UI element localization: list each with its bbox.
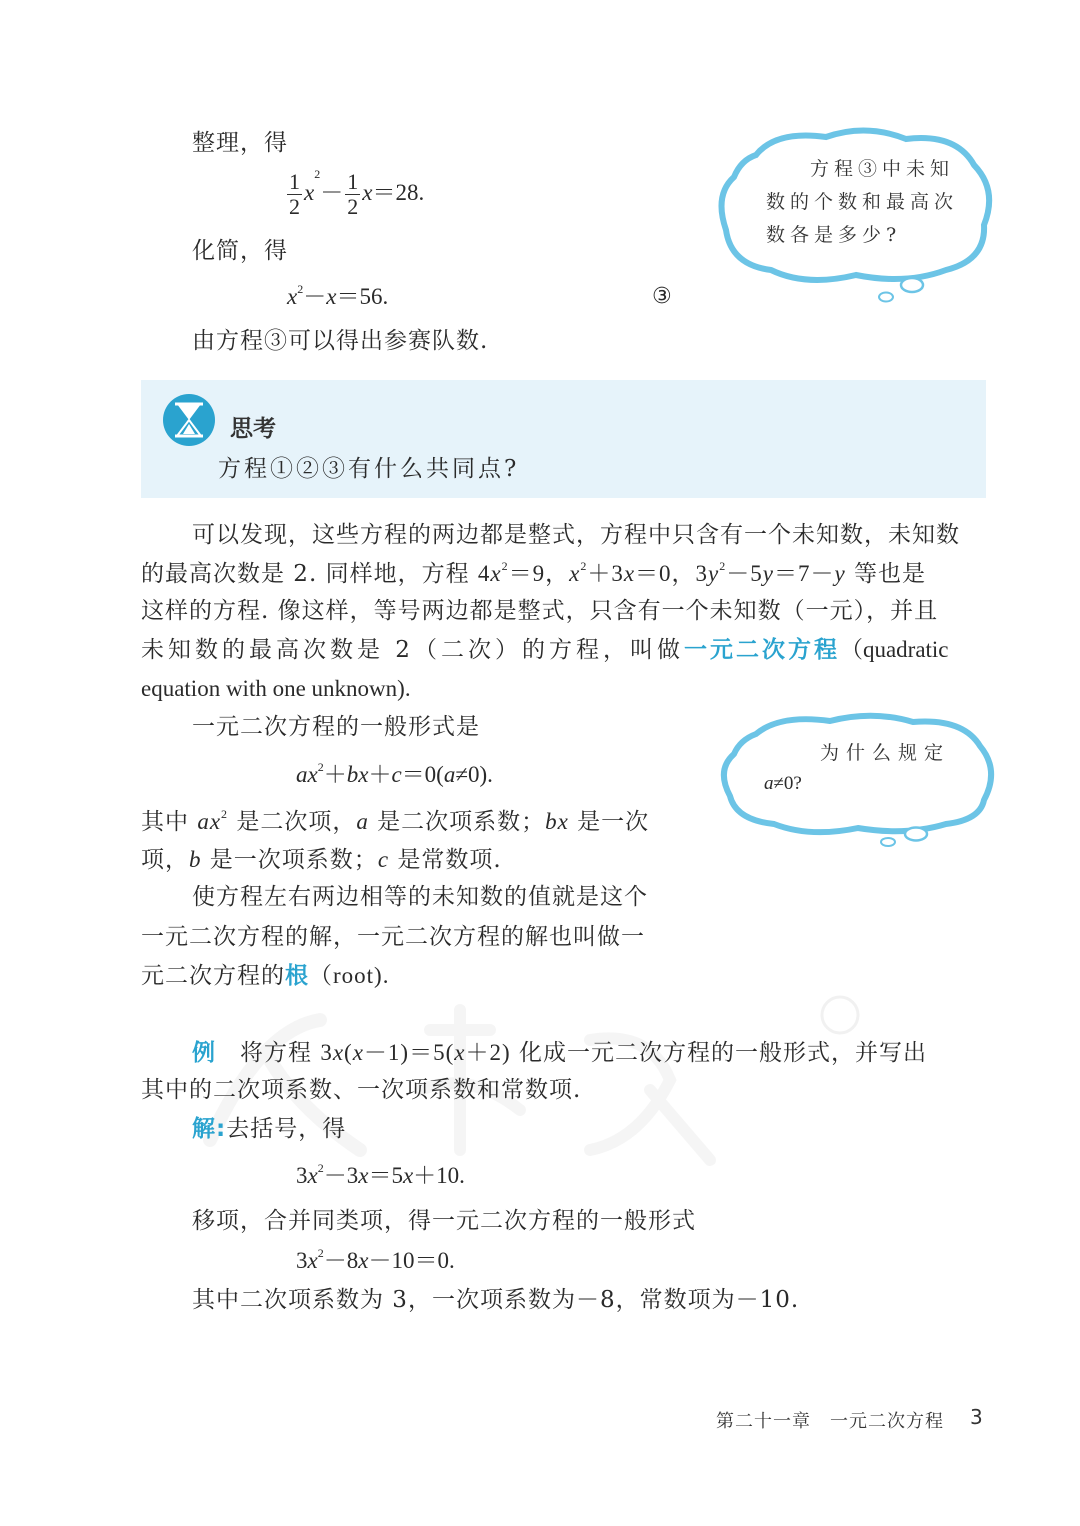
general-form-line-5: 元二次方程的根（root). xyxy=(141,963,390,989)
think-box xyxy=(141,380,986,498)
hourglass-icon xyxy=(163,394,215,446)
def-line-2: 的最高次数是 2. 同样地，方程 $4x^2=9$，$x^2+3x=0$，$3y^2-5y=7-y$ 等也是 xyxy=(141,559,927,587)
arrange-label: 整理，得 xyxy=(192,130,288,156)
cloud-bubble-icon xyxy=(718,712,998,852)
bubble1-line2: 数的个数和最高次 xyxy=(766,191,959,213)
def-line-4: 未知数的最高次数是 2（二次）的方程，叫做一元二次方程（quadratic xyxy=(141,637,949,663)
def-line-1: 可以发现，这些方程的两边都是整式，方程中只含有一个未知数，未知数 xyxy=(192,522,960,548)
example-line-1: 例 将方程 3x(x－1)＝5(x＋2) 化成一元二次方程的一般形式，并写出 xyxy=(192,1040,927,1066)
example-line-2: 其中的二次项系数、一次项系数和常数项. xyxy=(141,1077,582,1103)
general-form-intro: 一元二次方程的一般形式是 xyxy=(192,714,480,740)
solution-label: 解: xyxy=(192,1116,227,1142)
term-root: 根 xyxy=(285,963,309,989)
example-eq-2: $x^2+3x=0$ xyxy=(569,559,672,586)
think-question: 方程①②③有什么共同点? xyxy=(218,456,520,482)
general-form-line-3: 使方程左右两边相等的未知数的值就是这个 xyxy=(192,884,648,910)
general-form-line-1: 其中 $ax^2$ 是二次项，a 是二次项系数；bx 是一次 xyxy=(141,807,650,835)
def-line-5: equation with one unknown). xyxy=(141,676,411,701)
example-label: 例 xyxy=(192,1040,216,1066)
example-eq-1: $4x^2=9$ xyxy=(477,559,546,586)
solution-eq-2: $3x^2-8x-10=0$. xyxy=(296,1246,455,1273)
bubble2-line1: 为什么规定 xyxy=(820,742,951,764)
fraction-half: $\frac{1}{2}$ xyxy=(347,169,359,219)
def-line-3: 这样的方程. 像这样，等号两边都是整式，只含有一个未知数（一元），并且 xyxy=(141,598,939,624)
equation-halves: $\frac{1}{2}$ $x^2-$ $\frac{1}{2}$ x＝28. xyxy=(289,167,425,219)
bubble1-line1: 方程③中未知 xyxy=(810,158,955,180)
solution-eq-1: $3x^2-3x=5x+10$. xyxy=(296,1161,465,1188)
general-form-formula: $ax^2+bx+c=0(a\ne 0)$. xyxy=(296,760,493,787)
equation-3: $x^2-x=56$. xyxy=(287,282,389,309)
bubble2-line2: a≠0? xyxy=(764,773,802,794)
fraction-half: $\frac{1}{2}$ xyxy=(289,169,300,219)
think-title: 思考 xyxy=(230,416,276,442)
term-quadratic-equation: 一元二次方程 xyxy=(683,637,840,663)
solution-step-2: 移项，合并同类项，得一元二次方程的一般形式 xyxy=(192,1208,696,1234)
chapter-title: 第二十一章 一元二次方程 xyxy=(716,1411,944,1432)
thought-bubble-2 xyxy=(718,712,998,852)
general-form-line-4: 一元二次方程的解，一元二次方程的解也叫做一 xyxy=(141,924,645,950)
example-eq-3: $3y^2-5y=7-y$ xyxy=(695,559,846,586)
page-number: 3 xyxy=(970,1405,983,1429)
simplify-label: 化简，得 xyxy=(192,238,288,264)
conclusion-text: 由方程③可以得出参赛队数. xyxy=(192,328,489,354)
solution-line-1: 解:去括号，得 xyxy=(192,1116,347,1142)
equation-3-marker: ③ xyxy=(652,284,672,309)
general-form-line-2: 项，b 是一次项系数；c 是常数项. xyxy=(141,847,502,873)
thought-bubble-1 xyxy=(716,125,996,310)
solution-result: 其中二次项系数为 3，一次项系数为－8，常数项为－10. xyxy=(192,1287,800,1313)
bubble1-line3: 数各是多少? xyxy=(766,224,902,246)
